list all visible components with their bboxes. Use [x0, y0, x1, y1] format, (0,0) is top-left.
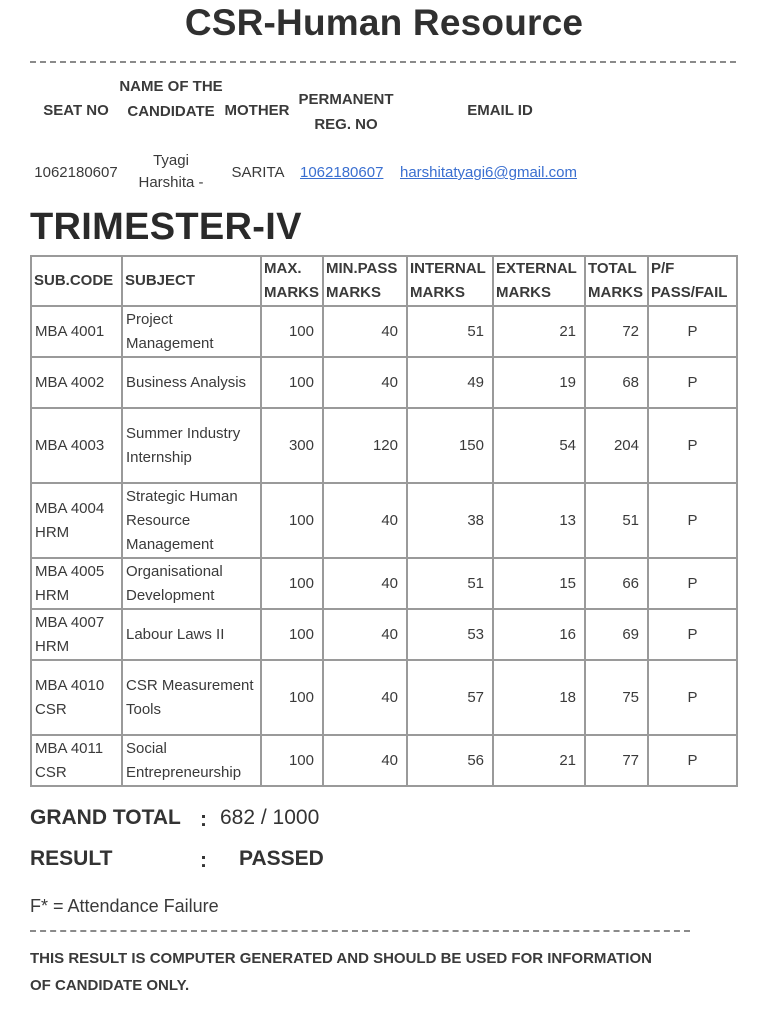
col-header-subject: SUBJECT — [122, 256, 261, 306]
subject-cell: Strategic Human Resource Management — [122, 483, 261, 558]
external-cell: 19 — [493, 357, 585, 408]
pass-fail-cell: P — [648, 660, 737, 735]
col-header-min-pass-marks: MIN.PASS MARKS — [323, 256, 407, 306]
min-pass-cell: 40 — [323, 609, 407, 660]
external-cell: 21 — [493, 735, 585, 786]
pass-fail-cell: P — [648, 483, 737, 558]
internal-cell: 150 — [407, 408, 493, 483]
table-row — [31, 609, 737, 660]
sub-code-cell: MBA 4004 HRM — [31, 483, 122, 558]
total-cell: 68 — [585, 357, 648, 408]
subject-cell: Labour Laws II — [122, 609, 261, 660]
attendance-footnote: F* = Attendance Failure — [30, 896, 219, 916]
internal-cell: 57 — [407, 660, 493, 735]
max-marks-cell: 100 — [261, 660, 323, 735]
total-cell: 77 — [585, 735, 648, 786]
col-header-sub-code: SUB.CODE — [31, 256, 122, 306]
internal-cell: 51 — [407, 306, 493, 357]
min-pass-cell: 40 — [323, 483, 407, 558]
subject-cell: Summer Industry Internship — [122, 408, 261, 483]
table-row — [31, 483, 737, 558]
marks-table — [30, 255, 738, 787]
min-pass-cell: 40 — [323, 735, 407, 786]
result-label: RESULT — [30, 847, 113, 870]
table-row — [31, 660, 737, 735]
sub-code-cell: MBA 4007 HRM — [31, 609, 122, 660]
subject-cell: Social Entrepreneurship — [122, 735, 261, 786]
seat-no-value: 1062180607 — [34, 164, 118, 181]
candidate-name-header: NAME OF THE CANDIDATE — [119, 78, 223, 120]
email-link[interactable]: harshitatyagi6@gmail.com — [400, 164, 577, 181]
total-cell: 72 — [585, 306, 648, 357]
pass-fail-cell: P — [648, 306, 737, 357]
max-marks-cell: 300 — [261, 408, 323, 483]
total-cell: 69 — [585, 609, 648, 660]
sub-code-cell: MBA 4011 CSR — [31, 735, 122, 786]
external-cell: 13 — [493, 483, 585, 558]
max-marks-cell: 100 — [261, 357, 323, 408]
pass-fail-cell: P — [648, 408, 737, 483]
divider-top — [30, 61, 736, 63]
external-cell: 54 — [493, 408, 585, 483]
subject-cell: Project Management — [122, 306, 261, 357]
total-cell: 204 — [585, 408, 648, 483]
external-cell: 15 — [493, 558, 585, 609]
trimester-heading: TRIMESTER-IV — [30, 206, 302, 248]
pass-fail-cell: P — [648, 357, 737, 408]
min-pass-cell: 120 — [323, 408, 407, 483]
table-row — [31, 735, 737, 786]
total-cell: 51 — [585, 483, 648, 558]
pass-fail-cell: P — [648, 609, 737, 660]
table-row — [31, 357, 737, 408]
subject-cell: CSR Measurement Tools — [122, 660, 261, 735]
mother-header: MOTHER — [224, 102, 290, 119]
disclaimer-text: THIS RESULT IS COMPUTER GENERATED AND SHOULD BE USED FOR INFORMATION OF CANDIDATE ONLY. — [30, 950, 652, 994]
max-marks-cell: 100 — [261, 609, 323, 660]
result-value: PASSED — [239, 847, 324, 870]
col-header-pass-fail: P/F PASS/FAIL — [648, 256, 737, 306]
email-header: EMAIL ID — [467, 102, 533, 119]
subject-cell: Organisational Development — [122, 558, 261, 609]
internal-cell: 56 — [407, 735, 493, 786]
sub-code-cell: MBA 4001 — [31, 306, 122, 357]
sub-code-cell: MBA 4002 — [31, 357, 122, 408]
max-marks-cell: 100 — [261, 735, 323, 786]
internal-cell: 49 — [407, 357, 493, 408]
min-pass-cell: 40 — [323, 357, 407, 408]
col-header-total-marks: TOTAL MARKS — [585, 256, 648, 306]
candidate-name-value: Tyagi Harshita - — [138, 152, 204, 191]
page-title: CSR-Human Resource — [184, 2, 584, 43]
internal-cell: 51 — [407, 558, 493, 609]
divider-bottom — [30, 930, 690, 932]
min-pass-cell: 40 — [323, 558, 407, 609]
internal-cell: 38 — [407, 483, 493, 558]
grand-total-colon: : — [200, 808, 207, 831]
table-row — [31, 408, 737, 483]
table-row — [31, 558, 737, 609]
result-colon: : — [200, 849, 207, 872]
sub-code-cell: MBA 4010 CSR — [31, 660, 122, 735]
sub-code-cell: MBA 4005 HRM — [31, 558, 122, 609]
external-cell: 16 — [493, 609, 585, 660]
col-header-external-marks: EXTERNAL MARKS — [493, 256, 585, 306]
subject-cell: Business Analysis — [122, 357, 261, 408]
mother-value: SARITA — [231, 164, 285, 181]
sub-code-cell: MBA 4003 — [31, 408, 122, 483]
external-cell: 18 — [493, 660, 585, 735]
col-header-internal-marks: INTERNAL MARKS — [407, 256, 493, 306]
col-header-max-marks: MAX. MARKS — [261, 256, 323, 306]
min-pass-cell: 40 — [323, 306, 407, 357]
total-cell: 75 — [585, 660, 648, 735]
seat-no-header: SEAT NO — [43, 102, 109, 119]
internal-cell: 53 — [407, 609, 493, 660]
table-header-row — [31, 256, 737, 306]
max-marks-cell: 100 — [261, 306, 323, 357]
pass-fail-cell: P — [648, 558, 737, 609]
min-pass-cell: 40 — [323, 660, 407, 735]
max-marks-cell: 100 — [261, 558, 323, 609]
total-cell: 66 — [585, 558, 648, 609]
grand-total-label: GRAND TOTAL — [30, 806, 181, 829]
grand-total-value: 682 / 1000 — [220, 806, 320, 829]
max-marks-cell: 100 — [261, 483, 323, 558]
table-row — [31, 306, 737, 357]
external-cell: 21 — [493, 306, 585, 357]
permanent-reg-header: PERMANENT REG. NO — [298, 91, 394, 133]
permanent-reg-link[interactable]: 1062180607 — [300, 164, 384, 181]
pass-fail-cell: P — [648, 735, 737, 786]
